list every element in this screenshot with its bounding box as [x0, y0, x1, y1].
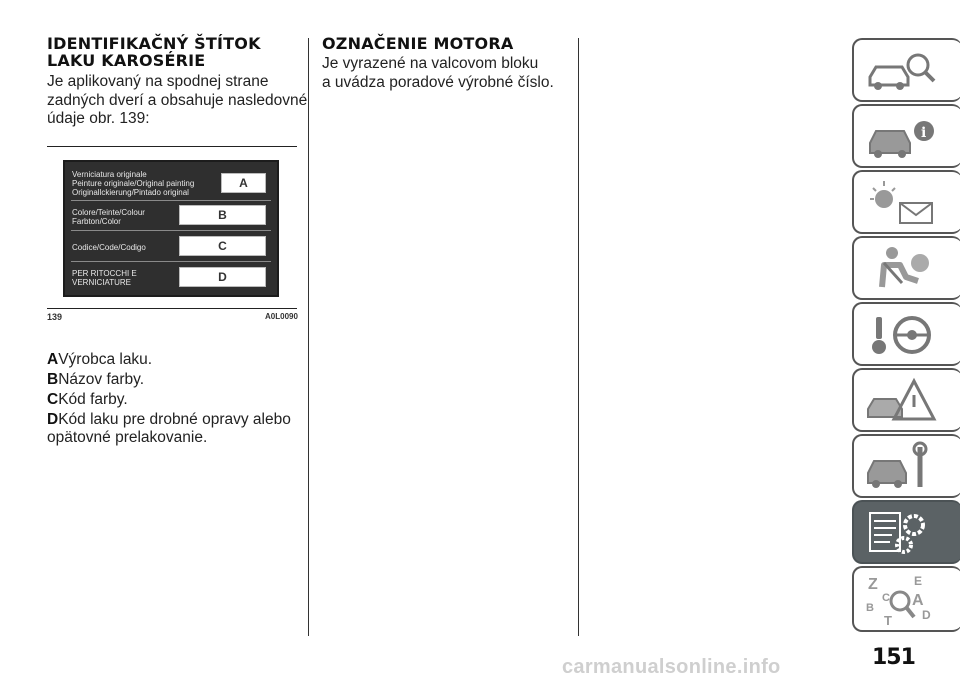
plate-box-c: C [179, 236, 266, 256]
plate-divider [71, 230, 271, 231]
warning-light-message-icon [862, 175, 942, 231]
tab-technical-data[interactable] [852, 500, 960, 564]
legend-text-b: Názov farby. [58, 371, 145, 388]
figure-top-rule [47, 146, 297, 147]
engine-heading: OZNAČENIE MOTORA [322, 34, 514, 53]
legend-text-d: Kód laku pre drobné opravy alebo [58, 411, 291, 428]
plate-row1-line3: Originallckierung/Pintado original [72, 188, 189, 197]
car-breakdown-warning-icon [862, 373, 942, 429]
engine-text-line2: a uvádza poradové výrobné číslo. [322, 73, 554, 91]
legend-key-d: D [47, 411, 59, 428]
legend-key-a: A [47, 351, 59, 368]
specs-gears-icon [862, 505, 942, 561]
figure-bottom-rule [47, 308, 297, 309]
key-steering-wheel-icon [862, 307, 942, 363]
section-heading-line2: LAKU KAROSÉRIE [47, 51, 206, 70]
tab-safety[interactable] [852, 236, 960, 300]
watermark: carmanualsonline.info [562, 656, 781, 678]
legend-item-c [47, 390, 128, 409]
tab-index[interactable] [852, 566, 960, 632]
tab-starting-driving[interactable] [852, 302, 960, 366]
tab-car-search[interactable] [852, 38, 960, 102]
intro-text-line1: Je aplikovaný na spodnej strane [47, 73, 269, 90]
svg-text:C: C [882, 592, 890, 604]
legend-key-b: B [47, 371, 59, 388]
car-info-icon [862, 109, 942, 165]
svg-text:E: E [914, 574, 923, 588]
legend-text-a: Výrobca laku. [58, 351, 153, 368]
column-divider-right [578, 38, 579, 636]
paint-id-plate [63, 160, 279, 297]
svg-text:T: T [884, 613, 892, 628]
tab-warning-lights[interactable] [852, 170, 960, 234]
legend-item-b [47, 370, 144, 389]
figure-number: 139 [47, 312, 63, 322]
svg-text:D: D [922, 608, 931, 622]
plate-row2-line1: Colore/Teinte/Colour [72, 208, 145, 217]
plate-divider [71, 200, 271, 201]
intro-text-line3: údaje obr. 139: [47, 110, 150, 127]
plate-row1-line1: Verniciatura originale [72, 170, 147, 179]
svg-text:i: i [921, 125, 927, 141]
seatbelt-airbag-icon [862, 241, 942, 297]
plate-row1-line2: Peinture originale/Original painting [72, 179, 195, 188]
svg-text:A: A [912, 592, 924, 609]
tab-maintenance[interactable] [852, 434, 960, 498]
column-divider-left [308, 38, 309, 636]
intro-text-line2: zadných dverí a obsahuje nasledovné [47, 91, 308, 109]
alphabetical-index-icon [862, 571, 942, 629]
legend-item-a [47, 350, 152, 369]
legend-item-d [47, 410, 291, 429]
svg-text:Z: Z [868, 576, 878, 593]
page-number: 151 [872, 645, 915, 670]
tab-emergency[interactable] [852, 368, 960, 432]
engine-text-line1: Je vyrazené na valcovom bloku [322, 55, 539, 72]
plate-row3-line1: Codice/Code/Codigo [72, 243, 146, 252]
plate-divider [71, 261, 271, 262]
legend-text-d-continuation: opätovné prelakovanie. [47, 429, 208, 446]
plate-row2-line2: Farbton/Color [72, 217, 121, 226]
plate-box-d: D [179, 267, 266, 287]
plate-row4-line1: PER RITOCCHI E [72, 269, 137, 278]
car-search-icon [862, 43, 942, 99]
legend-key-c: C [47, 391, 59, 408]
plate-box-b: B [179, 205, 266, 225]
section-heading-line1: IDENTIFIKAČNÝ ŠTÍTOK [47, 34, 261, 53]
plate-row4-line2: VERNICIATURE [72, 278, 131, 287]
figure-code: A0L0090 [265, 312, 298, 321]
legend-text-c: Kód farby. [58, 391, 128, 408]
plate-box-a: A [221, 173, 266, 193]
tab-car-info[interactable] [852, 104, 960, 168]
svg-text:B: B [866, 602, 874, 614]
car-wrench-icon [862, 439, 942, 495]
